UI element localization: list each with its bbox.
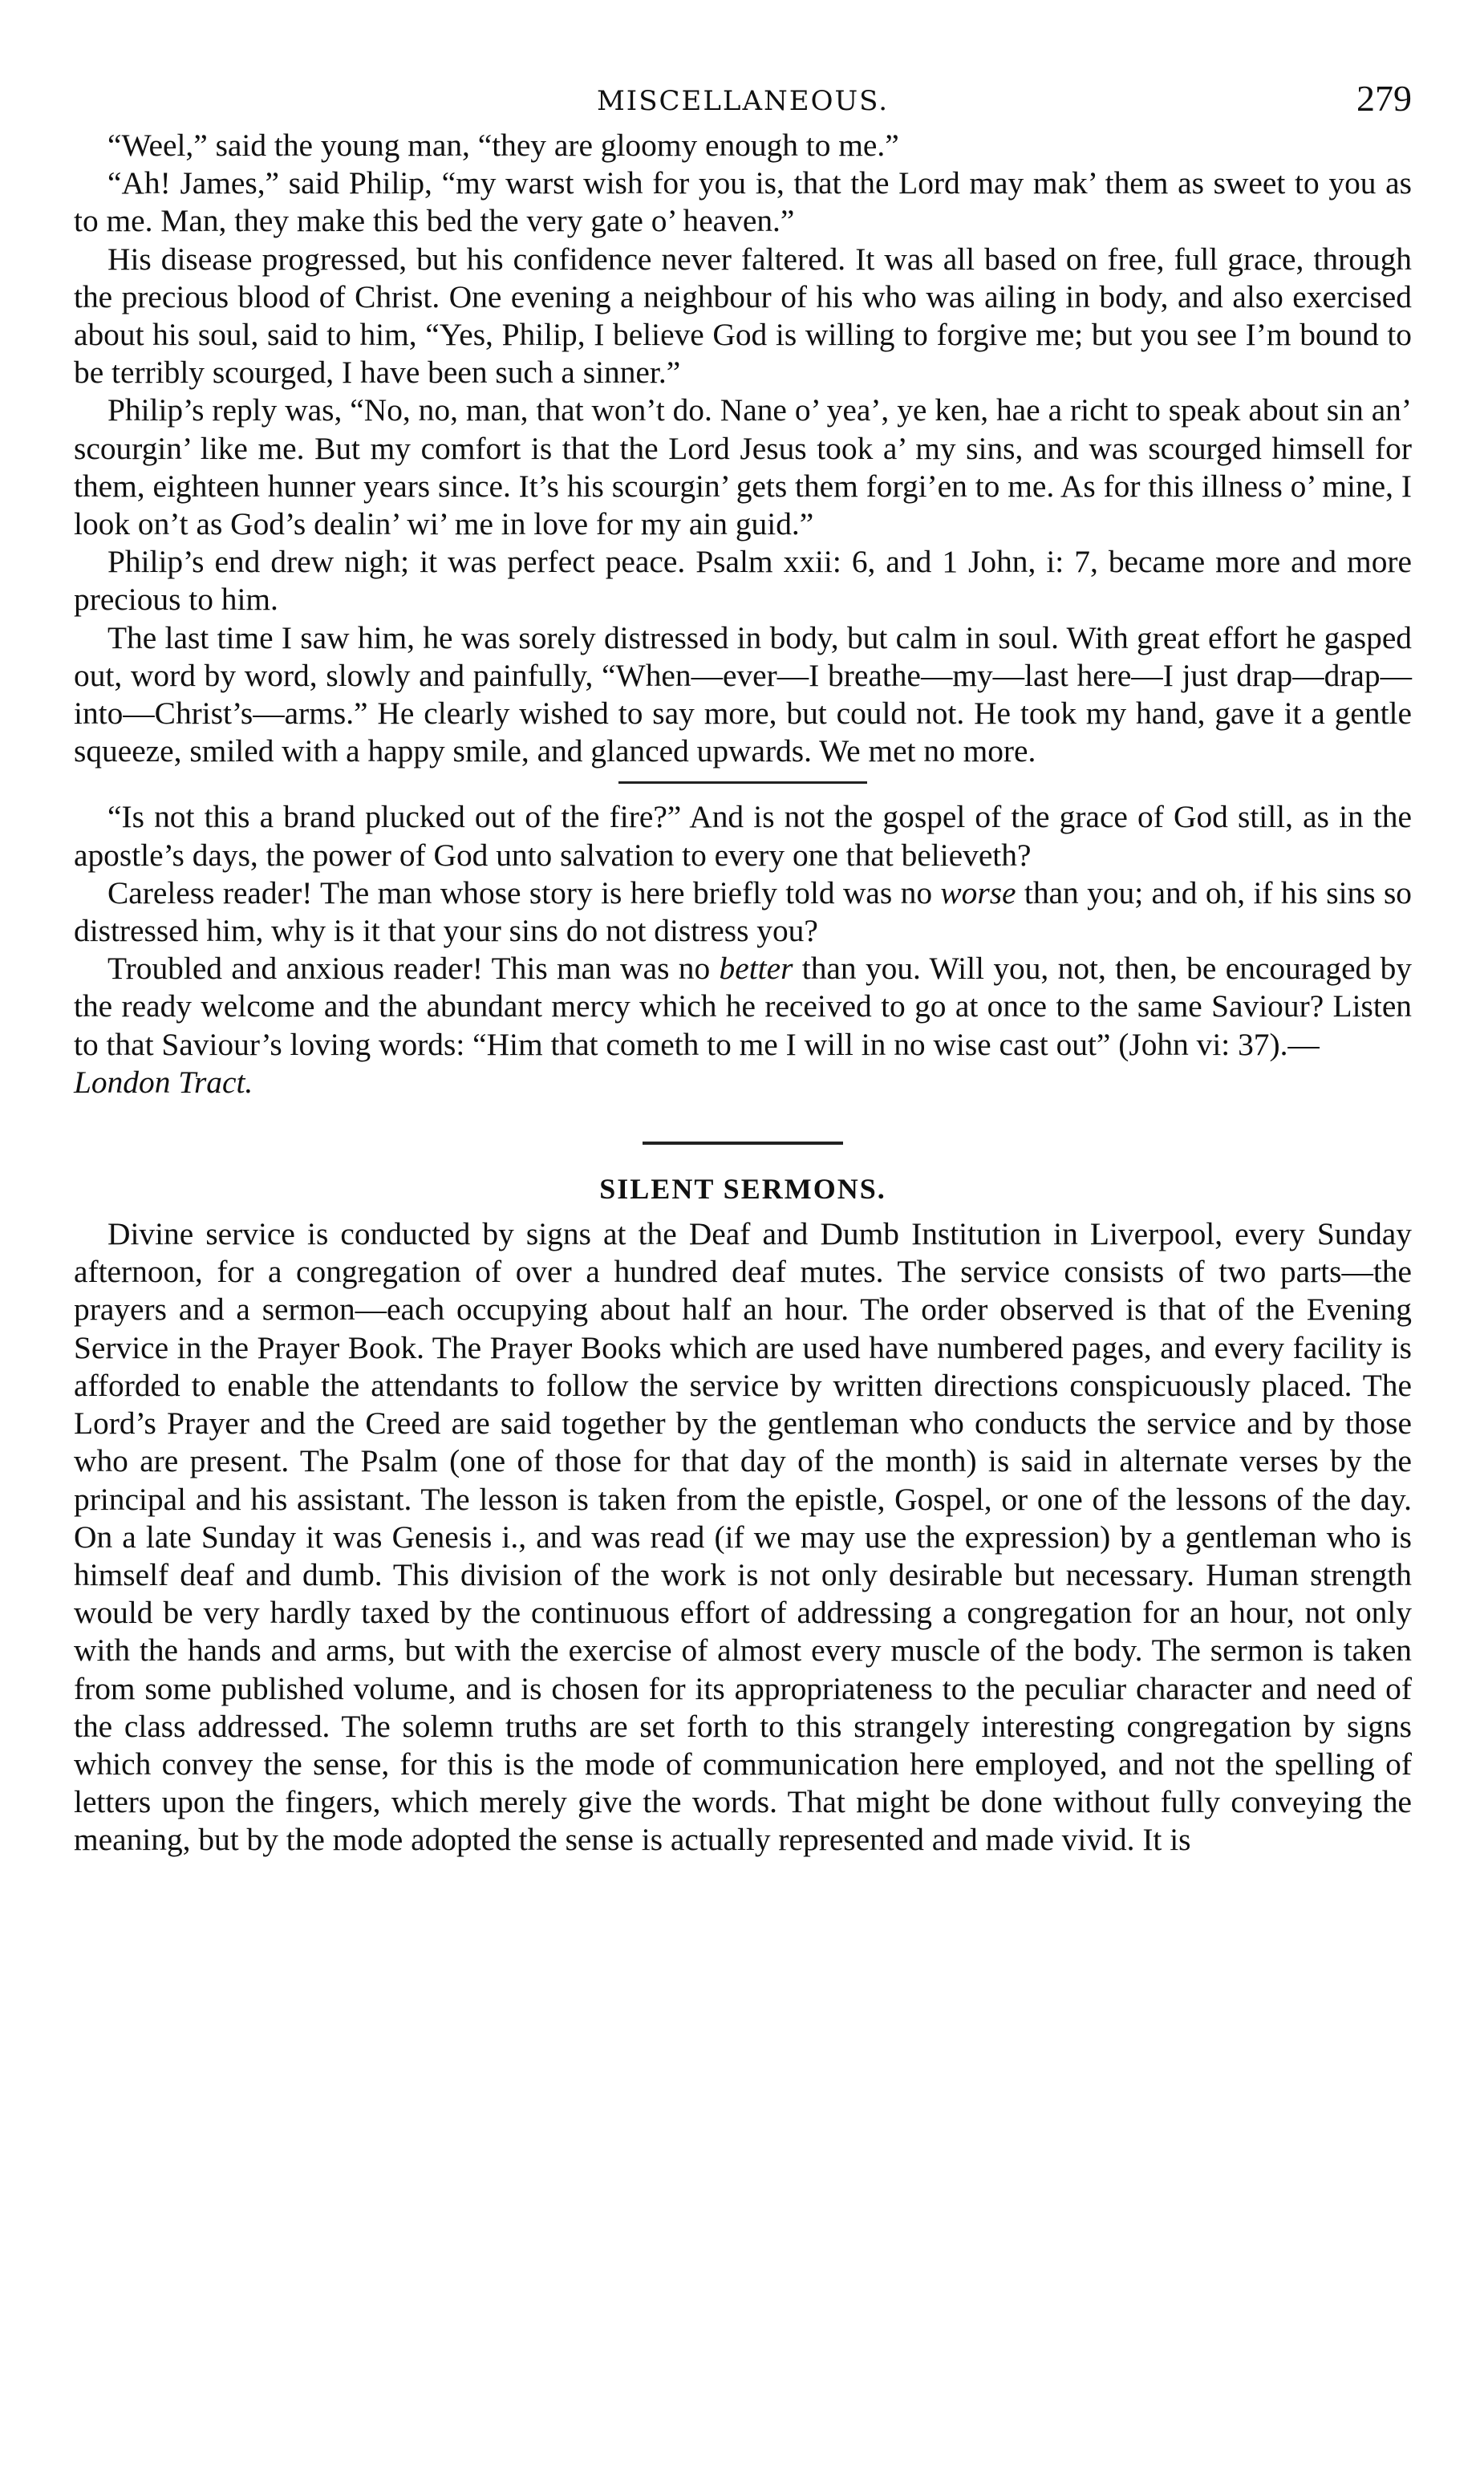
appeal-text: than you. Will you, not, then, be encouraged by the ready welcome and the abundant mercy which he received to go at once to the same Saviour? Listen to that Saviour’s loving words: “Him that cometh to me I will in no wise cast out” (John vi: 37).— <box>74 951 1412 1062</box>
story-paragraph: “Weel,” said the young man, “they are gloomy enough to me.” <box>107 128 899 163</box>
divider-rule <box>618 781 867 784</box>
book-page <box>74 77 1412 1860</box>
source-signature: London Tract. <box>74 1064 253 1100</box>
appeal-paragraph <box>74 874 1412 950</box>
emphasis-text: better <box>719 951 793 987</box>
section-title: SILENT SERMONS. <box>599 1173 886 1206</box>
appeal-paragraph <box>74 950 1412 1064</box>
story-paragraph: The last time I saw him, he was sorely distressed in body, but calm in soul. With great effort he gasped out, word by word, slowly and painfully, “When—ever—I breathe—my—last here—I just drap—drap—into—Christ’s—arms.” He clearly wished to say more, but could not. He took my hand, gave it a gentle squeeze, smiled with a happy smile, and glanced upwards. We met no more. <box>74 619 1412 769</box>
page-number: 279 <box>1356 78 1412 119</box>
story-paragraph: Philip’s reply was, “No, no, man, that won’t do. Nane o’ yea’, ye ken, hae a richt to speak about sin an’ scourgin’ like me. But my comfort is that the Lord Jesus took a’ my sins, and was scourged himsell for them, eighteen hunner years since. It’s his scourgin’ gets them forgi’en to me. As for this illness o’ mine, I look on’t as God’s dealin’ wi’ me in love for my ain guid.” <box>74 392 1412 542</box>
running-title: MISCELLANEOUS. <box>596 85 890 117</box>
running-head <box>74 77 1412 127</box>
story-continuation <box>74 127 1412 770</box>
appeal-block <box>74 798 1412 1101</box>
appeal-paragraph: “Is not this a brand plucked out of the fire?” And is not the gospel of the grace of God still, as in the apostle’s days, the power of God unto salvation to every one that believeth? <box>74 799 1412 873</box>
emphasis-text: worse <box>940 874 1016 910</box>
story-paragraph: His disease progressed, but his confidence never faltered. It was all based on free, full grace, through the precious blood of Christ. One evening a neighbour of his who was ailing in body, and also exercised about his soul, said to him, “Yes, Philip, I believe God is willing to forgive me; but you see I’m bound to be terribly scourged, I have been such a sinner.” <box>74 241 1412 391</box>
story-paragraph: “Ah! James,” said Philip, “my warst wish for you is, that the Lord may mak’ them as sweet to you as to me. Man, they make this bed the very gate o’ heaven.” <box>74 165 1412 239</box>
section-body: Divine service is conducted by signs at the Deaf and Dumb Institution in Liverpool, every Sunday afternoon, for a congregation of over a hundred deaf mutes. The service consists of two parts—the prayers and a sermon—each occupying about half an hour. The order observed is that of the Evening Service in the Prayer Book. The Prayer Books which are used have numbered pages, and every facility is afforded to enable the attendants to follow the service by written directions conspicuously placed. The Lord’s Prayer and the Creed are said together by the gentleman who conducts the service and by those who are present. The Psalm (one of those for that day of the month) is said in alternate verses by the principal and his assistant. The lesson is taken from the epistle, Gospel, or one of the lessons of the day. On a late Sunday it was Genesis i., and was read (if we may use the expression) by a gentleman who is himself deaf and dumb. This division of the work is not only desirable but necessary. Human strength would be very hardly taxed by the continuous effort of addressing a congregation for an hour, not only with the hands and arms, but with the exercise of almost every muscle of the body. The sermon is taken from some published volume, and is chosen for its appropriateness to the peculiar character and need of the class addressed. The solemn truths are set forth to this strangely interesting congregation by signs which convey the sense, for this is the mode of communication here employed, and not the spelling of letters upon the fingers, which merely give the words. That might be done without fully conveying the meaning, but by the mode adopted the sense is actually represented and made vivid. It is <box>74 1216 1412 1858</box>
silent-sermons-section <box>74 1170 1412 1859</box>
appeal-text: Troubled and anxious reader! This man was no <box>107 951 720 987</box>
story-paragraph: Philip’s end drew nigh; it was perfect peace. Psalm xxii: 6, and 1 John, i: 7, became more and more precious to him. <box>74 544 1412 618</box>
appeal-text: Careless reader! The man whose story is here briefly told was no <box>107 874 941 910</box>
appeal-text: than you; and oh, if his sins so distressed him, why is it that your sins do not distress you? <box>74 874 1412 949</box>
source-attribution <box>74 1064 1412 1101</box>
section-rule <box>643 1142 843 1145</box>
